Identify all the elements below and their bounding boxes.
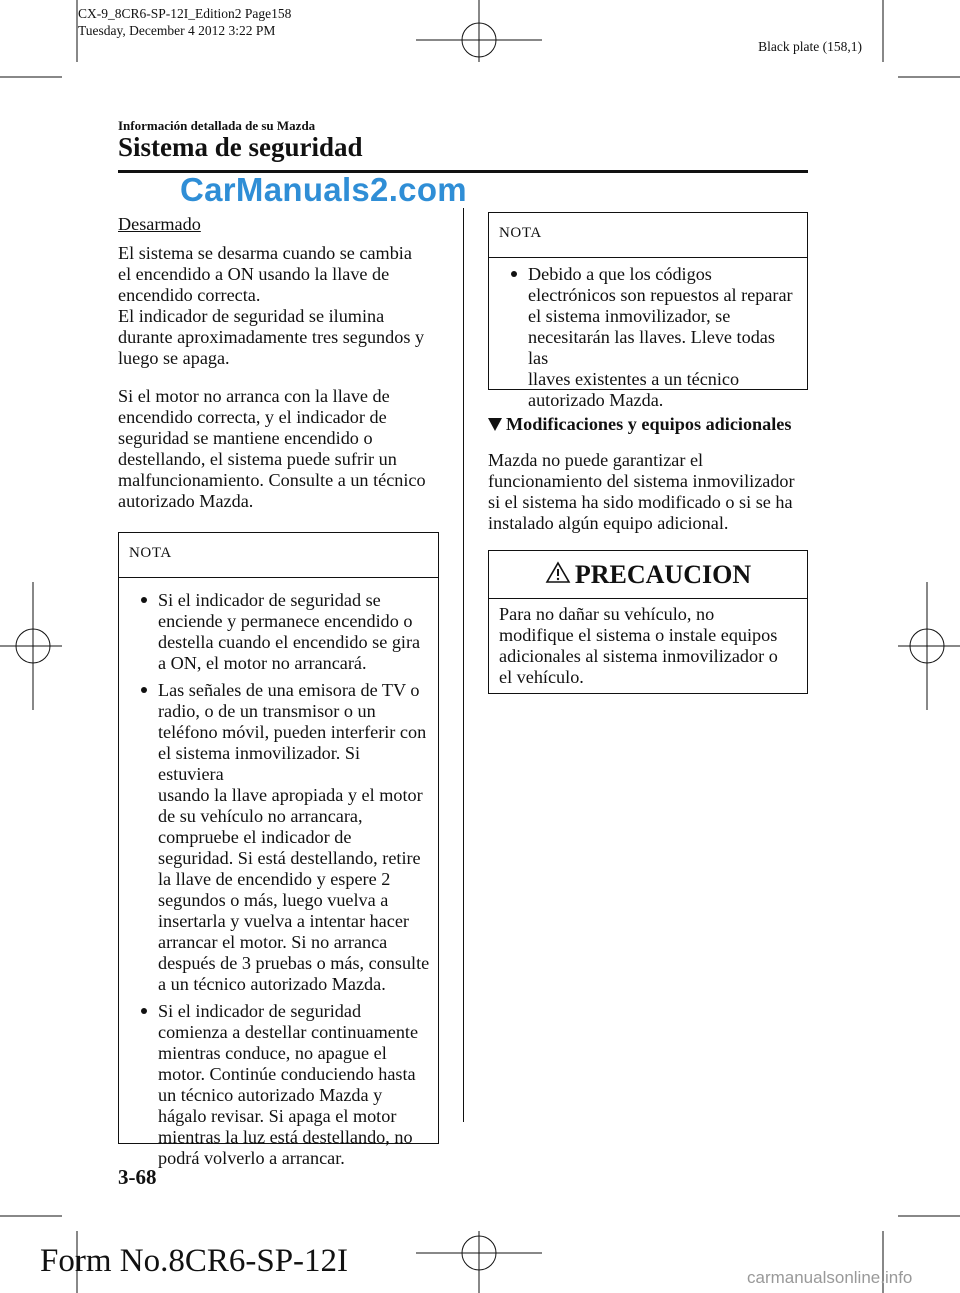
note-bullet: Si el indicador de seguridad se enciende y permanece encendido o destella cuando el encendido se gira a ON, el motor no arrancará. (141, 590, 430, 674)
note-box-right (488, 212, 808, 410)
text-line: funcionamiento del sistema inmovilizador (488, 471, 795, 491)
para-motor (118, 386, 448, 512)
note-title: NOTA (119, 533, 438, 578)
note-bullet: Debido a que los códigos electrónicos son repuestos al reparar el sistema inmovilizador, se necesitarán las llaves. Lleve todas las llaves existentes a un técnico autorizado Mazda. (511, 264, 799, 411)
doc-id: CX-9_8CR6-SP-12I_Edition2 Page158 (78, 6, 292, 21)
note-title: NOTA (489, 213, 807, 258)
bullet-icon (141, 597, 147, 603)
text-line: seguridad se mantiene encendido o (118, 428, 373, 448)
text-line: autorizado Mazda. (118, 491, 254, 511)
text-line: durante aproximadamente tres segundos y (118, 327, 425, 347)
bullet-icon (141, 687, 147, 693)
text-line: el encendido a ON usando la llave de (118, 264, 390, 284)
text-line: encendido correcta, y el indicador de (118, 407, 387, 427)
subheading-desarmado: Desarmado (118, 214, 201, 234)
warning-icon (545, 561, 571, 584)
page-number: 3-68 (118, 1165, 157, 1189)
bullet-icon (141, 1008, 147, 1014)
text-line: encendido correcta. (118, 285, 261, 305)
heading-modificaciones: Modificaciones y equipos adicionales (488, 414, 791, 435)
bullet-icon (511, 271, 517, 277)
caution-box (488, 550, 808, 694)
text-line: luego se apaga. (118, 348, 230, 368)
text-line: destellando, el sistema puede sufrir un (118, 449, 397, 469)
text-line: El sistema se desarma cuando se cambia (118, 243, 412, 263)
page-title: Sistema de seguridad (118, 132, 363, 162)
caution-title: PRECAUCION (489, 551, 807, 599)
note-bullet: Las señales de una emisora de TV o radio, o de un transmisor o un teléfono móvil, pueden interferir con el sistema inmovilizador. Si estuviera usando la llave apropiada y el motor de su vehículo no arrancara, compruebe el indicador de seguridad. Si está destellando, retire la llave de encendido y espere 2 segundos o más, luego vuelva a insertarla y vuelva a intentar hacer arrancar el motor. Si no arranca después de 3 pruebas o más, consulte a un técnico autorizado Mazda. (141, 680, 430, 995)
section-small-title: Información detallada de su Mazda (118, 118, 316, 133)
form-number: Form No.8CR6-SP-12I (40, 1243, 349, 1279)
text-line: malfuncionamiento. Consulte a un técnico (118, 470, 426, 490)
watermark: CarManuals2.com (180, 171, 467, 208)
caution-text: Para no dañar su vehículo, no modifique el sistema o instale equipos adicionales al sistema inmovilizador o el vehículo. (499, 604, 778, 687)
footer-site: carmanualsonline.info (747, 1268, 913, 1287)
para-desarmado (118, 243, 448, 369)
note-bullet: Si el indicador de seguridad comienza a destellar continuamente mientras conduce, no apague el motor. Continúe conduciendo hasta un técnico autorizado Mazda y hágalo revisar. Si apaga el motor mientras la luz está destellando, no podrá volverlo a arrancar. (141, 1001, 430, 1169)
text-line: Mazda no puede garantizar el (488, 450, 704, 470)
text-line: si el sistema ha sido modificado o si se ha (488, 492, 793, 512)
text-line: instalado algún equipo adicional. (488, 513, 729, 533)
text-line: El indicador de seguridad se ilumina (118, 306, 385, 326)
text-line: Si el motor no arranca con la llave de (118, 386, 390, 406)
para-modificaciones (488, 450, 808, 534)
note-box-left (118, 532, 439, 1168)
doc-timestamp: Tuesday, December 4 2012 3:22 PM (78, 23, 276, 38)
triangle-icon (488, 418, 502, 431)
column-divider (463, 208, 464, 1122)
plate-label: Black plate (158,1) (758, 39, 862, 54)
